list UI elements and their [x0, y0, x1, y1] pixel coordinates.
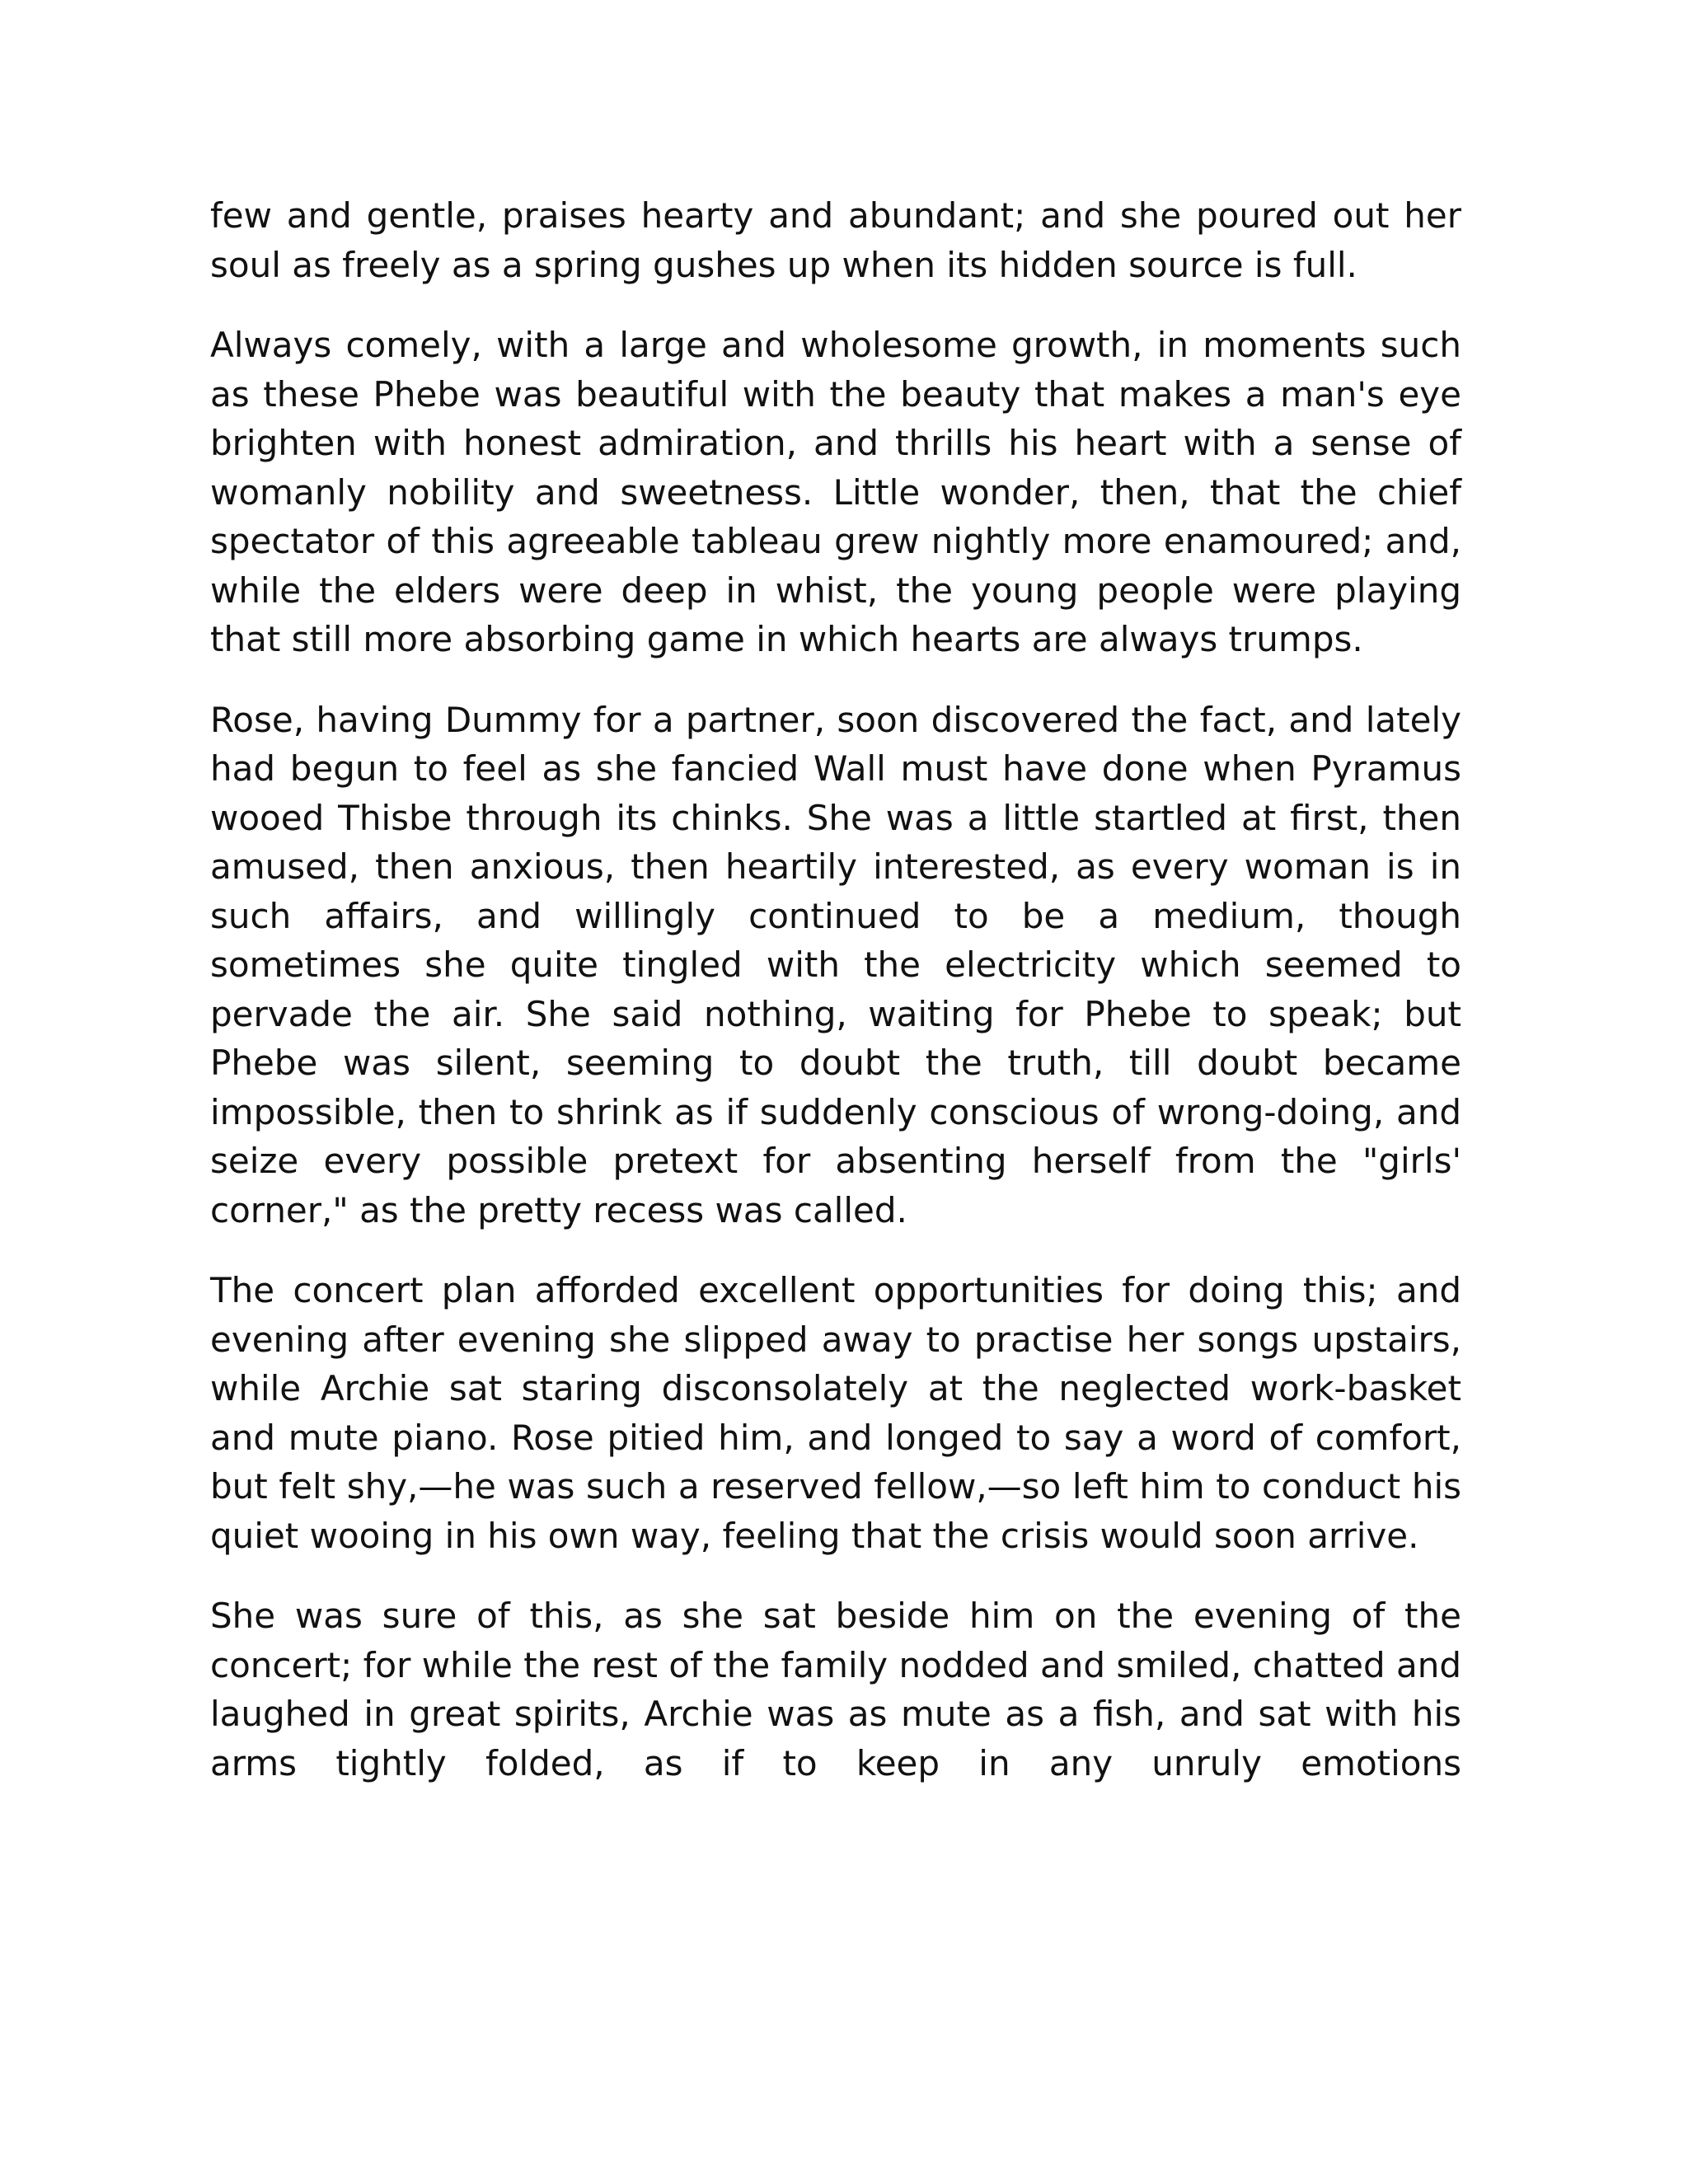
paragraph-1: few and gentle, praises hearty and abundant; and she poured out her soul as freely as a spring gushes up when its hidden source is full.	[210, 195, 1461, 285]
paragraph-3: Rose, having Dummy for a partner, soon discovered the fact, and lately had begun to feel as she fancied Wall must have done when Pyramus wooed Thisbe through its chinks. She was a little startled at first, then amused, then anxious, then heartily interested, as every woman is in such affairs, and willingly continued to be a medium, though sometimes she quite tingled with the electricity which seemed to pervade the air. She said nothing, waiting for Phebe to speak; but Phebe was silent, seeming to doubt the truth, till doubt became impossible, then to shrink as if suddenly conscious of wrong-doing, and seize every possible pretext for absenting herself from the "girls' corner," as the pretty recess was called.	[210, 699, 1461, 1230]
paragraph-5: She was sure of this, as she sat beside him on the evening of the concert; for while the rest of the family nodded and smiled, chatted and laughed in great spirits, Archie was as mute as a fish, and sat with his arms tightly folded, as if to keep in any unruly emotions	[210, 1596, 1461, 1783]
body-text	[210, 191, 1461, 1819]
paragraph-2: Always comely, with a large and wholesome growth, in moments such as these Phebe was beautiful with the beauty that makes a man's eye brighten with honest admiration, and thrills his heart with a sense of womanly nobility and sweetness. Little wonder, then, that the chief spectator of this agreeable tableau grew nightly more enamoured; and, while the elders were deep in whist, the young people were playing that still more absorbing game in which hearts are always trumps.	[210, 325, 1461, 659]
paragraph-4: The concert plan afforded excellent opportunities for doing this; and evening after evening she slipped away to practise her songs upstairs, while Archie sat staring disconsolately at the neglected work-basket and mute piano. Rose pitied him, and longed to say a word of comfort, but felt shy,—he was such a reserved fellow,—so left him to conduct his quiet wooing in his own way, feeling that the crisis would soon arrive.	[210, 1270, 1461, 1556]
